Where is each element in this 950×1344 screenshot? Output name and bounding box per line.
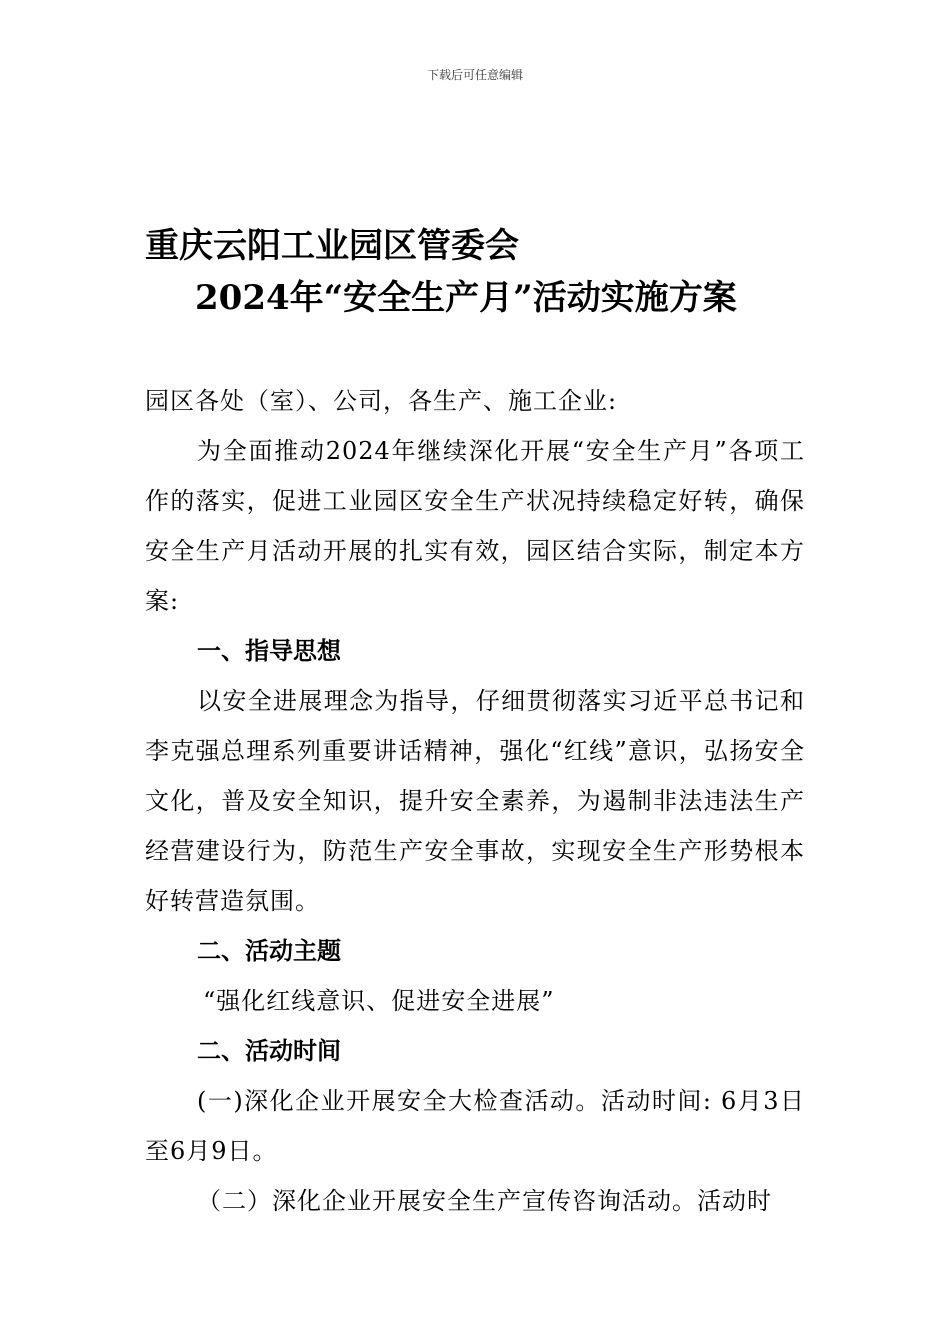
section-2-heading: 二、活动主题	[197, 937, 341, 965]
section-1-paragraph: 以安全进展理念为指导，仔细贯彻落实习近平总书记和李克强总理系列重要讲话精神，强化“红线”意识，弘扬安全文化，普及安全知识，提升安全素养，为遏制非法违法生产经营建设行为，防范生产安全事故，实现安全生产形势根本好转营造氛围。	[145, 687, 805, 915]
salutation: 园区各处（室）、公司，各生产、施工企业:	[145, 387, 618, 415]
document-title-line-1: 重庆云阳工业园区管委会	[145, 226, 519, 266]
item-1-paragraph: (一)深化企业开展安全大检查活动。活动时间: 6月3日至6月9日。	[145, 1087, 805, 1165]
section-1-heading: 一、指导思想	[197, 637, 341, 665]
item-2-paragraph: （二）深化企业开展安全生产宣传咨询活动。活动时	[197, 1187, 772, 1215]
document-title-line-2: 2024年“安全生产月”活动实施方案	[195, 278, 737, 318]
header-note: 下载后可任意编辑	[426, 68, 523, 82]
document-body	[145, 376, 805, 1226]
section-2-paragraph: “强化红线意识、促进安全进展”	[203, 987, 555, 1015]
intro-paragraph: 为全面推动2024年继续深化开展“安全生产月”各项工作的落实，促进工业园区安全生产状况持续稳定好转，确保安全生产月活动开展的扎实有效，园区结合实际，制定本方案:	[145, 437, 805, 615]
section-3-heading: 二、活动时间	[197, 1037, 341, 1065]
